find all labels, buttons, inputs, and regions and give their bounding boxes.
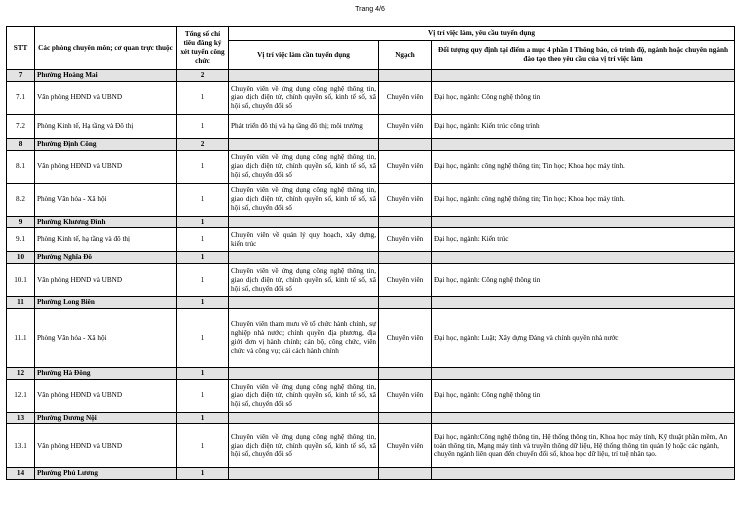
cell-position bbox=[229, 252, 379, 264]
table-body bbox=[7, 70, 735, 480]
cell-department: Phòng Văn hóa - Xã hội bbox=[35, 308, 177, 367]
cell-stt: 7.2 bbox=[7, 114, 35, 138]
cell-total: 1 bbox=[177, 264, 229, 297]
cell-department: Phòng Văn hóa - Xã hội bbox=[35, 183, 177, 216]
cell-stt: 13 bbox=[7, 412, 35, 424]
cell-department: Phường Định Công bbox=[35, 138, 177, 150]
cell-requirement: Đại học, ngành: Kiến trúc bbox=[432, 228, 735, 252]
cell-rank bbox=[379, 70, 432, 82]
cell-department: Phường Hà Đông bbox=[35, 367, 177, 379]
cell-stt: 7.1 bbox=[7, 81, 35, 114]
cell-rank bbox=[379, 412, 432, 424]
cell-requirement bbox=[432, 138, 735, 150]
cell-department: Phòng Kinh tế, Hạ tầng và Đô thị bbox=[35, 114, 177, 138]
cell-total: 1 bbox=[177, 308, 229, 367]
table-row bbox=[7, 138, 735, 150]
table-row bbox=[7, 424, 735, 468]
cell-department: Văn phòng HĐND và UBND bbox=[35, 424, 177, 468]
cell-position: Chuyên viên tham mưu về tổ chức hành chính, sự nghiệp nhà nước; chính quyền địa phương, địa giới đơn vị hành chính; cán bộ, công chức, viên chức và công vụ; cải cách hành chính bbox=[229, 308, 379, 367]
header-total: Tổng số chỉ tiêu đăng ký xét tuyển công chức bbox=[177, 27, 229, 70]
cell-total: 1 bbox=[177, 150, 229, 183]
cell-requirement bbox=[432, 367, 735, 379]
cell-requirement bbox=[432, 252, 735, 264]
cell-total: 1 bbox=[177, 216, 229, 228]
cell-rank bbox=[379, 367, 432, 379]
cell-total: 1 bbox=[177, 114, 229, 138]
table-row bbox=[7, 183, 735, 216]
cell-requirement: Đại học, ngành: công nghệ thông tin; Tin học; Khoa học máy tính. bbox=[432, 150, 735, 183]
cell-stt: 7 bbox=[7, 70, 35, 82]
cell-total: 1 bbox=[177, 252, 229, 264]
cell-department: Phường Nghĩa Đô bbox=[35, 252, 177, 264]
cell-stt: 8.1 bbox=[7, 150, 35, 183]
cell-position bbox=[229, 468, 379, 480]
table-row bbox=[7, 252, 735, 264]
cell-total: 1 bbox=[177, 183, 229, 216]
cell-total: 1 bbox=[177, 297, 229, 309]
cell-stt: 8 bbox=[7, 138, 35, 150]
cell-requirement: Đại học, ngành: Công nghệ thông tin bbox=[432, 81, 735, 114]
cell-department: Phòng Kinh tế, hạ tầng và đô thị bbox=[35, 228, 177, 252]
cell-department: Văn phòng HĐND và UBND bbox=[35, 81, 177, 114]
cell-position bbox=[229, 70, 379, 82]
cell-rank: Chuyên viên bbox=[379, 308, 432, 367]
table-row bbox=[7, 228, 735, 252]
cell-requirement: Đại học, ngành: Kiến trúc công trình bbox=[432, 114, 735, 138]
cell-position: Chuyên viên về ứng dụng công nghệ thông tin, giao dịch điện tử, chính quyền số, kinh tế số, xã hội số, chuyển đổi số bbox=[229, 183, 379, 216]
table-row bbox=[7, 367, 735, 379]
header-department: Các phòng chuyên môn; cơ quan trực thuộc bbox=[35, 27, 177, 70]
cell-department: Văn phòng HĐND và UBND bbox=[35, 150, 177, 183]
table-row bbox=[7, 308, 735, 367]
cell-total: 2 bbox=[177, 138, 229, 150]
cell-requirement bbox=[432, 412, 735, 424]
table-row bbox=[7, 81, 735, 114]
cell-rank: Chuyên viên bbox=[379, 379, 432, 412]
header-requirement: Đối tượng quy định tại điểm a mục 4 phần I Thông báo, có trình độ, ngành hoặc chuyên ngành đào tạo theo yêu cầu của vị trí việc làm bbox=[432, 41, 735, 70]
cell-rank bbox=[379, 252, 432, 264]
cell-total: 1 bbox=[177, 379, 229, 412]
table-row bbox=[7, 297, 735, 309]
header-rank: Ngạch bbox=[379, 41, 432, 70]
cell-position: Chuyên viên về ứng dụng công nghệ thông tin, giao dịch điện tử, chính quyền số, kinh tế số, xã hội số, chuyển đổi số bbox=[229, 264, 379, 297]
cell-total: 1 bbox=[177, 468, 229, 480]
cell-stt: 9 bbox=[7, 216, 35, 228]
cell-total: 1 bbox=[177, 81, 229, 114]
cell-position: Chuyên viên về ứng dụng công nghệ thông tin, giao dịch điện tử, chính quyền số, kinh tế số, xã hội số, chuyển đổi số bbox=[229, 150, 379, 183]
cell-stt: 12 bbox=[7, 367, 35, 379]
table-row bbox=[7, 70, 735, 82]
table-row bbox=[7, 412, 735, 424]
recruitment-table bbox=[6, 26, 735, 480]
cell-rank: Chuyên viên bbox=[379, 114, 432, 138]
cell-stt: 11.1 bbox=[7, 308, 35, 367]
cell-rank bbox=[379, 216, 432, 228]
cell-position: Chuyên viên về ứng dụng công nghệ thông tin, giao dịch điện tử, chính quyền số, kinh tế số, xã hội số, chuyển đổi số bbox=[229, 379, 379, 412]
cell-position: Chuyên viên về quản lý quy hoạch, xây dựng, kiến trúc bbox=[229, 228, 379, 252]
cell-total: 2 bbox=[177, 70, 229, 82]
cell-requirement: Đại học, ngành: công nghệ thông tin; Tin học; Khoa học máy tính. bbox=[432, 183, 735, 216]
cell-requirement: Đại học, ngành: Luật; Xây dựng Đảng và chính quyền nhà nước bbox=[432, 308, 735, 367]
cell-department: Phường Hoàng Mai bbox=[35, 70, 177, 82]
cell-stt: 10.1 bbox=[7, 264, 35, 297]
cell-requirement: Đại học, ngành: Công nghệ thông tin bbox=[432, 264, 735, 297]
cell-requirement bbox=[432, 297, 735, 309]
table-row bbox=[7, 264, 735, 297]
cell-stt: 11 bbox=[7, 297, 35, 309]
cell-department: Văn phòng HĐND và UBND bbox=[35, 264, 177, 297]
cell-position: Chuyên viên về ứng dụng công nghệ thông tin, giao dịch điện tử, chính quyền số, kinh tế số, xã hội số, chuyển đổi số bbox=[229, 424, 379, 468]
cell-requirement bbox=[432, 216, 735, 228]
header-position: Vị trí việc làm cần tuyển dụng bbox=[229, 41, 379, 70]
table-row bbox=[7, 468, 735, 480]
table-row bbox=[7, 379, 735, 412]
cell-rank bbox=[379, 468, 432, 480]
cell-position: Phát triển đô thị và hạ tầng đô thị; môi trường bbox=[229, 114, 379, 138]
cell-stt: 13.1 bbox=[7, 424, 35, 468]
cell-position bbox=[229, 138, 379, 150]
cell-rank: Chuyên viên bbox=[379, 81, 432, 114]
cell-department: Văn phòng HĐND và UBND bbox=[35, 379, 177, 412]
cell-position bbox=[229, 297, 379, 309]
cell-stt: 9.1 bbox=[7, 228, 35, 252]
cell-total: 1 bbox=[177, 367, 229, 379]
cell-stt: 12.1 bbox=[7, 379, 35, 412]
cell-rank: Chuyên viên bbox=[379, 183, 432, 216]
cell-stt: 8.2 bbox=[7, 183, 35, 216]
cell-rank: Chuyên viên bbox=[379, 264, 432, 297]
cell-department: Phường Long Biên bbox=[35, 297, 177, 309]
cell-rank: Chuyên viên bbox=[379, 228, 432, 252]
cell-position: Chuyên viên về ứng dụng công nghệ thông tin, giao dịch điện tử, chính quyền số, kinh tế số, xã hội số, chuyển đổi số bbox=[229, 81, 379, 114]
cell-position bbox=[229, 412, 379, 424]
cell-rank bbox=[379, 297, 432, 309]
page-label: Trang 4/6 bbox=[355, 6, 385, 13]
table-row bbox=[7, 114, 735, 138]
cell-total: 1 bbox=[177, 412, 229, 424]
cell-total: 1 bbox=[177, 228, 229, 252]
cell-total: 1 bbox=[177, 424, 229, 468]
cell-requirement bbox=[432, 70, 735, 82]
cell-rank: Chuyên viên bbox=[379, 150, 432, 183]
cell-position bbox=[229, 367, 379, 379]
header-stt: STT bbox=[7, 27, 35, 70]
cell-rank: Chuyên viên bbox=[379, 424, 432, 468]
cell-department: Phường Dương Nội bbox=[35, 412, 177, 424]
cell-requirement: Đại học, ngành: Công nghệ thông tin bbox=[432, 379, 735, 412]
cell-requirement bbox=[432, 468, 735, 480]
cell-rank bbox=[379, 138, 432, 150]
table-row bbox=[7, 150, 735, 183]
cell-stt: 14 bbox=[7, 468, 35, 480]
cell-stt: 10 bbox=[7, 252, 35, 264]
cell-department: Phường Khương Đình bbox=[35, 216, 177, 228]
cell-position bbox=[229, 216, 379, 228]
header-job-group: Vị trí việc làm, yêu cầu tuyển dụng bbox=[229, 27, 735, 41]
cell-requirement: Đại học, ngành:Công nghệ thông tin, Hệ thống thông tin, Khoa học máy tính, Kỹ thuật phần mềm, An toàn thông tin, Mạng máy tính và truyền thông dữ liệu, Hệ thống thông tin quản lý hoặc các ngành, chuyên ngành liên quan đến chuyển đổi số, khoa học dữ liệu, trí tuệ nhân tạo. bbox=[432, 424, 735, 468]
cell-department: Phường Phú Lương bbox=[35, 468, 177, 480]
table-row bbox=[7, 216, 735, 228]
